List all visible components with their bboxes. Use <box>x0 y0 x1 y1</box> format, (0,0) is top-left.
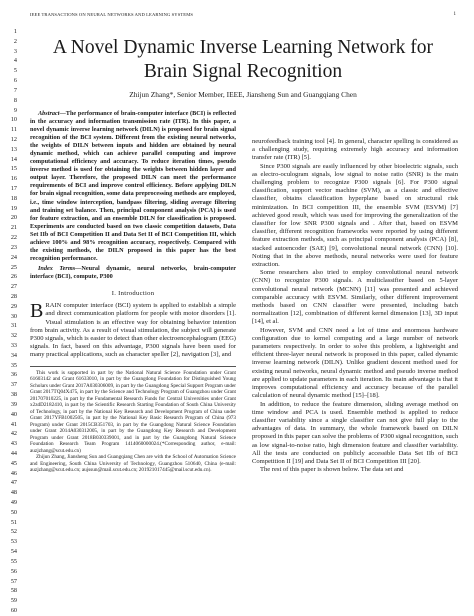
section-heading: I. Introduction <box>111 289 155 297</box>
line-number: 48 <box>10 489 17 497</box>
paper-title <box>30 36 456 84</box>
line-number: 59 <box>10 597 17 605</box>
title-line: A Novel Dynamic Inverse Learning Network for <box>52 37 434 58</box>
line-number: 40 <box>10 410 17 418</box>
line-number: 35 <box>10 361 17 369</box>
line-number: 28 <box>10 292 17 300</box>
line-number: 32 <box>10 332 17 340</box>
line-number: 52 <box>10 528 17 536</box>
line-number: 33 <box>10 342 17 349</box>
line-number: 27 <box>10 283 17 291</box>
funding-footnote: This work is supported in part by the National Natural Science Foundation under Grant 61603142 and Grant 61633010, in part by the Guangdong Foundation for Distinguished Young Scholars under Grant 2017A030306009, in part by the Guangdong Special Support Program under Grant 2017TQ04X475, in part by the Science and Technology Program of Guangzhou under Grant 201707010225, in part by the Fundamental Research Funds for Central Universities under Grant x2zdD2182410, in part by the Scientific Research Starting Foundation of South China University of Technology, in part by the National Key Research and Development Program of China under Grant 2017YFB1002505, in part by the National Key Basic Research Program of China (973 Program) under Grant 2015CB351703, in part by the Guangdong Natural Science Foundation under Grant 2014A030312005, in part by the Guangdong Key Research and Development Program under Grant 2018B030339001, and in part by the Guangdong Natural Science Foundation Research Team Program 1414060000024.(*Corresponding author, e-mail: auzjzhang@scut.edu.cn) <box>30 369 236 454</box>
line-number: 31 <box>10 322 17 330</box>
page-number: 1 <box>453 12 456 17</box>
line-number: 22 <box>10 234 17 242</box>
body-paragraph: Since P300 signals are easily influenced by other bioelectric signals, such as electro-oculogram signals, low signal to noise ratio (SNR) is the main challenging problem to recognize P300 signals [6]. For P300 signal classification, support vector machine (SVM), as a classic and effective classifier, obtains classification hyperplane based on structural risk minimization. In BCI competition III, the ensemble SVM (ESVM) [7] achieved good result, which was used for improving the generalization of the classifier for low SNR P300 signals and . After that, based on ESVM classifier, different recognition frameworks were reported by using different feature extraction methods, such as principal component analysis (PCA) [8], stacked autoencoder (SAE) [9], convolutional neural network (CNN) [10]. Noting that in the above methods, neural networks were used for feature extraction. <box>252 162 458 269</box>
line-number: 38 <box>10 391 17 399</box>
body-paragraph: neurofeedback training tool [4]. In general, character spelling is considered as a challenging study, requiring extremely high accuracy and information transfer rate (ITR) [5]. <box>252 138 458 162</box>
right-column <box>252 138 458 474</box>
line-number: 37 <box>10 381 17 389</box>
line-number: 57 <box>10 577 17 585</box>
line-number: 21 <box>10 224 17 232</box>
abstract <box>30 110 236 263</box>
line-number: 17 <box>10 185 17 192</box>
line-number: 12 <box>10 135 17 143</box>
line-number: 49 <box>10 499 17 506</box>
intro-paragraph <box>30 302 236 359</box>
line-number: 30 <box>10 312 17 320</box>
title-line: Brain Signal Recognition <box>143 61 343 82</box>
line-number: 50 <box>10 508 17 516</box>
line-number: 10 <box>10 116 17 124</box>
line-number: 16 <box>10 175 17 183</box>
drop-cap: B <box>30 300 44 323</box>
running-head: IEEE TRANSACTIONS ON NEURAL NETWORKS AND LEARNING SYSTEMS <box>30 12 194 17</box>
body-paragraph: The rest of this paper is shown below. The data set and <box>260 466 404 474</box>
line-number: 23 <box>10 243 17 251</box>
footnote-rule <box>30 366 236 367</box>
line-number: 45 <box>10 459 17 467</box>
abstract-text: —The performance of brain-computer interface (BCI) is reflected in the accuracy and information transmission rate (ITR). In this paper, a novel dynamic inverse learning network (DILN) is proposed for brain signal recognition of the BCI system. Different from the existing neural networks, the weights of DILN between inputs and hidden are obtained by neural dynamic method, which can achieve parallel computing and improve computational efficiency and accuracy. To reduce iteration times, pseudo inverse method is used for obtaining the weights between hidden layer and output layer. Therefore, the proposed DILN can meet the performance requirements of BCI and improve control efficiency. Before applying DILN for brain signal recognition, some data preprocessing methods are employed, i.e., time window interception, bandpass filtering, sliding average filtering and training set balance. Then, principal component analysis (PCA) is used for feature extraction, and an ensemble DILN for classification is proposed. Experiments are conducted based on two classic competition datasets, Data Set IIb of BCI Competition II and Data Set II of BCI Competition III, which achieve 100% and 98% recognition accuracy, respectively. Compared with the existing methods, the DILN proposed in this paper has the best recognition performance. <box>30 110 236 262</box>
line-number: 20 <box>10 214 17 222</box>
line-number: 15 <box>10 165 17 173</box>
line-number: 41 <box>10 420 17 428</box>
line-number: 60 <box>10 606 17 614</box>
author-list: Zhijun Zhang*, Senior Member, IEEE, Jiansheng Sun and Guangqiang Chen <box>129 90 357 99</box>
line-number: 47 <box>10 479 17 487</box>
line-numbers <box>3 27 17 616</box>
line-number: 53 <box>10 538 17 546</box>
line-number: 8 <box>13 96 17 104</box>
line-number: 3 <box>13 47 17 55</box>
line-number: 46 <box>10 469 17 477</box>
left-column <box>30 110 236 474</box>
line-number: 6 <box>13 77 17 85</box>
index-terms <box>30 265 236 281</box>
index-terms-label: Index Terms <box>38 264 76 272</box>
affiliation-footnote: Zhijun Zhang, Jiansheng Sun and Guangqiang Chen are with the School of Automation Science and Engineering, South China University of Technology, Guangzhou 510640, China (e-mail: auzjzhang@scut.edu.cn; aujssun@mail.scut.edu.cn; 201921017445@mail.scut.edu.cn). <box>30 454 236 474</box>
line-number: 55 <box>10 557 17 565</box>
line-number: 7 <box>13 86 17 94</box>
line-number: 56 <box>10 567 17 575</box>
line-number: 36 <box>10 371 17 379</box>
line-number: 42 <box>10 430 17 438</box>
line-number: 14 <box>10 155 17 163</box>
line-number: 19 <box>10 204 17 212</box>
body-paragraph: Some researchers also tried to employ convolutional neural network (CNN) to recognize P300 signals. A multiclassifier based on 5-layer convolutional neural network (MCNN) [11] was presented and achieved comparable accuracy with ESVM. Similarly, other different improvement methods based on CNN classifier were presented, including batch normalization [12], combination of different kernel dimension [13], 3D input [14], et al. <box>252 269 458 326</box>
line-number: 54 <box>10 548 17 556</box>
index-terms-text: —Neural dynamic, neural networks, brain-computer interface (BCI), compute, P300 <box>30 264 237 280</box>
abstract-label: Abstract <box>38 110 60 117</box>
line-number: 24 <box>10 253 17 261</box>
line-number: 39 <box>10 400 17 408</box>
line-number: 44 <box>10 449 17 457</box>
line-number: 29 <box>10 302 17 310</box>
line-number: 26 <box>10 273 17 281</box>
line-number: 13 <box>10 145 17 153</box>
line-number: 5 <box>13 67 17 75</box>
line-number: 9 <box>13 106 17 114</box>
line-number: 58 <box>10 587 17 595</box>
line-number: 2 <box>13 37 17 45</box>
line-number: 43 <box>10 440 17 448</box>
line-number: 34 <box>10 351 17 359</box>
line-number: 18 <box>10 194 17 202</box>
body-paragraph: However, SVM and CNN need a lot of time and enormous hardware configuration due to kernel computing and a large number of network parameters respectively. In order to solve this problem, a lightweight and efficient three-layer neural network is proposed in this paper, called dynamic inverse learning network (DILN). Unlike gradient descent method used for existing neural networks, neural dynamic method and pseudo inverse method are applied to update parameters in each iteration. Its main advantage is that it improves computational efficiency and accuracy because of the parallel calculation of neural dynamic method [15]–[18]. <box>252 326 458 400</box>
line-number: 11 <box>11 126 17 134</box>
intro-text: RAIN computer interface (BCI) system is applied to establish a simple and direct communication platform for people with motor disorders [1]. Visual stimulation is an effective way for obtaining behavior intention from brain activity. As a result of visual stimulation, the subject will generate P300 signals, which is easier to detect than other electroencephalogram (EEG) signals. In fact, based on this advantage, P300 signals have been used for many practical applications, such as character speller [2], navigation [3], and <box>30 302 236 359</box>
line-number: 25 <box>10 263 17 271</box>
line-number: 4 <box>13 57 17 65</box>
line-number: 51 <box>10 518 17 526</box>
body-paragraph: In addition, to reduce the feature dimension, sliding average method on time window and PCA is used. Ensemble method is applied to reduce classifier variability since a single classifier can not give full play to the advantages of data. In summary, the whole framework based on DILN proposed in this paper can solve the problems of P300 signal recognition, such as low signal-to-noise ratio, high dimension feature and classifier variability. All the tests are conducted on publicly accessible Data Set IIb of BCI Competition II [19] and Data Set II of BCI Competition III [20]. <box>252 400 459 465</box>
line-number: 1 <box>13 28 17 35</box>
